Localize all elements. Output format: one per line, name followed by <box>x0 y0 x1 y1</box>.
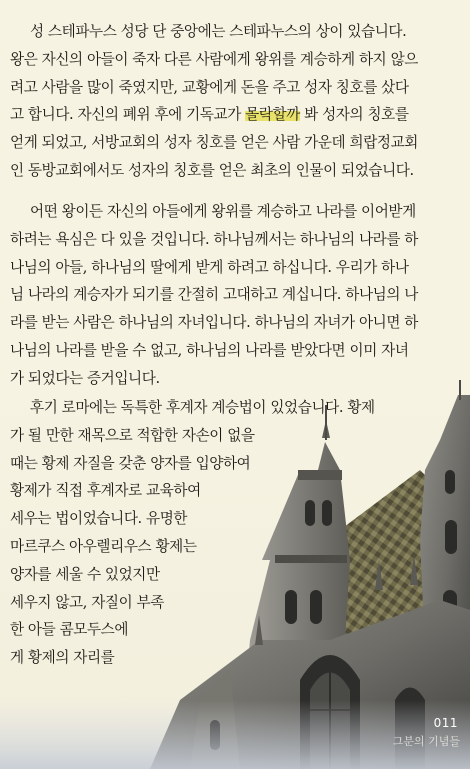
text-line <box>0 129 418 157</box>
text-segment: 가 될 만한 재목으로 적합한 자손이 없을 <box>10 426 255 444</box>
text-segment: 게 황제의 자리를 <box>10 649 115 667</box>
text-segment: 후기 로마에는 독특한 후계자 계승법이 있었습니다. 황제 <box>30 399 375 416</box>
paragraph-3 <box>0 394 375 672</box>
text-segment: 나님의 아들, 하나님의 딸에게 받게 하려고 하십니다. 우리가 하나 <box>10 258 409 276</box>
text-line <box>0 46 418 74</box>
text-line <box>0 309 418 337</box>
text-line <box>0 365 418 393</box>
text-line <box>0 644 375 672</box>
text-segment: 가 되었다는 증거입니다. <box>10 369 160 387</box>
text-line <box>0 281 418 309</box>
text-segment: 려고 사람을 많이 죽였지만, 교황에게 돈을 주고 성자 칭호를 샀다 <box>10 78 409 96</box>
text-segment: 세우는 법이었습니다. 유명한 <box>10 510 188 528</box>
text-line <box>0 18 418 46</box>
text-segment: 성 스테파누스 성당 단 중앙에는 스테파누스의 상이 있습니다. <box>30 23 407 40</box>
text-line <box>0 226 418 254</box>
paragraph-2 <box>0 198 418 393</box>
text-segment: 라를 받는 사람은 하나님의 자녀입니다. 하나님의 자녀가 아니면 하 <box>10 314 418 332</box>
text-line <box>0 157 418 185</box>
text-segment: 황제가 직접 후계자로 교육하여 <box>10 482 201 500</box>
highlighted-text: 몰락할까 <box>245 106 300 124</box>
text-segment: 때는 황제 자질을 갖춘 양자를 입양하여 <box>10 454 251 472</box>
text-segment: 한 아들 콤모두스에 <box>10 621 129 639</box>
text-segment: 얻게 되었고, 서방교회의 성자 칭호를 얻은 사람 가운데 희랍정교회 <box>10 134 418 152</box>
text-line <box>0 505 375 533</box>
text-line <box>0 101 418 129</box>
text-segment: 왕은 자신의 아들이 죽자 다른 사람에게 왕위를 계승하게 하지 않으 <box>10 50 418 68</box>
text-line <box>0 533 375 561</box>
text-line <box>0 422 375 450</box>
text-segment: 하려는 욕심은 다 있을 것입니다. 하나님께서는 하나님의 나라를 하 <box>10 230 418 248</box>
text-segment: 인 동방교회에서도 성자의 칭호를 얻은 최초의 인물이 되었습니다. <box>10 161 414 179</box>
text-segment: 나님의 나라를 받을 수 없고, 하나님의 나라를 받았다면 이미 자녀 <box>10 341 409 359</box>
page-number: 011 <box>433 716 458 730</box>
text-line <box>0 477 375 505</box>
text-segment: 어떤 왕이든 자신의 아들에게 왕위를 계승하고 나라를 이어받게 <box>30 203 416 220</box>
text-line <box>0 74 418 102</box>
text-segment: 마르쿠스 아우렐리우스 황제는 <box>10 537 197 555</box>
text-segment: 양자를 세울 수 있었지만 <box>10 565 160 583</box>
text-line <box>0 337 418 365</box>
text-line <box>0 589 375 617</box>
text-segment: 고 합니다. 자신의 폐위 후에 기독교가 <box>10 106 246 124</box>
text-segment: 님 나라의 계승자가 되기를 간절히 고대하고 계십니다. 하나님의 나 <box>10 286 418 304</box>
footer-mark: 그분의 기념들 <box>392 735 460 748</box>
text-line <box>0 450 375 478</box>
text-line <box>0 616 375 644</box>
text-line <box>0 198 418 226</box>
text-line <box>0 394 375 422</box>
text-line <box>0 254 418 282</box>
text-segment: 봐 성자의 칭호를 <box>299 106 409 124</box>
text-line <box>0 561 375 589</box>
text-segment: 세우지 않고, 자질이 부족 <box>10 593 164 611</box>
paragraph-1 <box>0 18 418 185</box>
